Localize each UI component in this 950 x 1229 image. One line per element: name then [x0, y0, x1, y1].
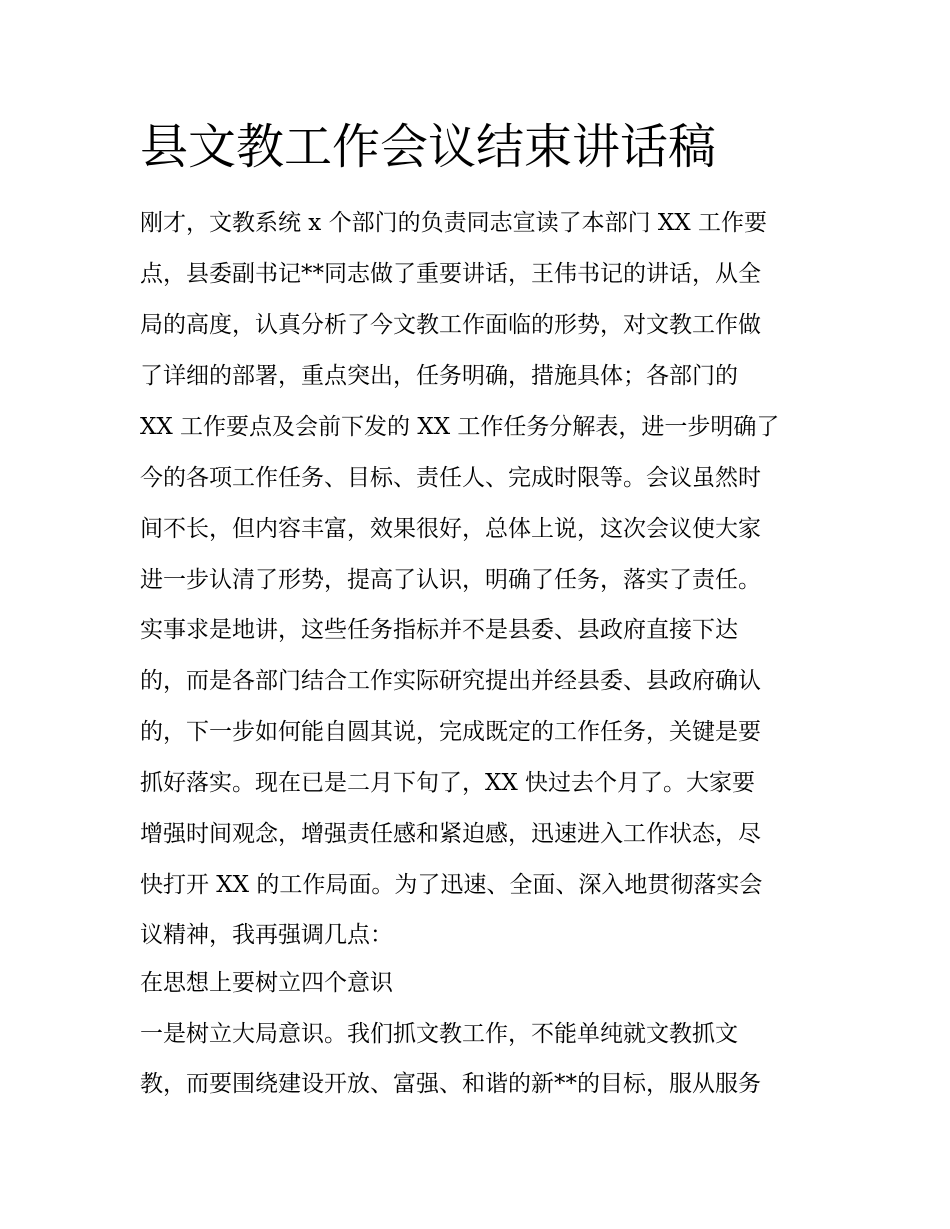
body-line: 今的各项工作任务、目标、责任人、完成时限等。会议虽然时	[140, 465, 761, 491]
body-line: 抓好落实。现在已是二月下旬了，XX 快过去个月了。大家要	[140, 770, 756, 796]
body-line: 实事求是地讲，这些任务指标并不是县委、县政府直接下达	[140, 617, 738, 643]
body-line: 议精神，我再强调几点：	[140, 922, 393, 948]
body-line: XX 工作要点及会前下发的 XX 工作任务分解表，进一步明确了	[140, 414, 780, 440]
body-line: 刚才，文教系统 x 个部门的负责同志宣读了本部门 XX 工作要	[140, 210, 767, 236]
body-line: 快打开 XX 的工作局面。为了迅速、全面、深入地贯彻落实会	[140, 872, 763, 898]
body-line: 的，而是各部门结合工作实际研究提出并经县委、县政府确认	[140, 668, 761, 694]
body-line: 局的高度，认真分析了今文教工作面临的形势，对文教工作做	[140, 312, 761, 338]
document-title: 县文教工作会议结束讲话稿	[140, 119, 717, 175]
body-line: 进一步认清了形势，提高了认识，明确了任务，落实了责任。	[140, 567, 761, 593]
body-line: 教，而要围绕建设开放、富强、和谐的新**的目标，服从服务	[140, 1071, 761, 1097]
body-line: 了详细的部署，重点突出，任务明确，措施具体；各部门的	[140, 363, 738, 389]
body-line: 间不长，但内容丰富，效果很好，总体上说，这次会议使大家	[140, 516, 761, 542]
body-line: 一是树立大局意识。我们抓文教工作，不能单纯就文教抓文	[140, 1021, 738, 1047]
body-line: 增强时间观念，增强责任感和紧迫感，迅速进入工作状态，尽	[140, 821, 761, 847]
body-line: 的，下一步如何能自圆其说，完成既定的工作任务，关键是要	[140, 719, 761, 745]
section-heading: 在思想上要树立四个意识	[140, 970, 393, 996]
body-line: 点，县委副书记**同志做了重要讲话，王伟书记的讲话，从全	[140, 261, 761, 287]
